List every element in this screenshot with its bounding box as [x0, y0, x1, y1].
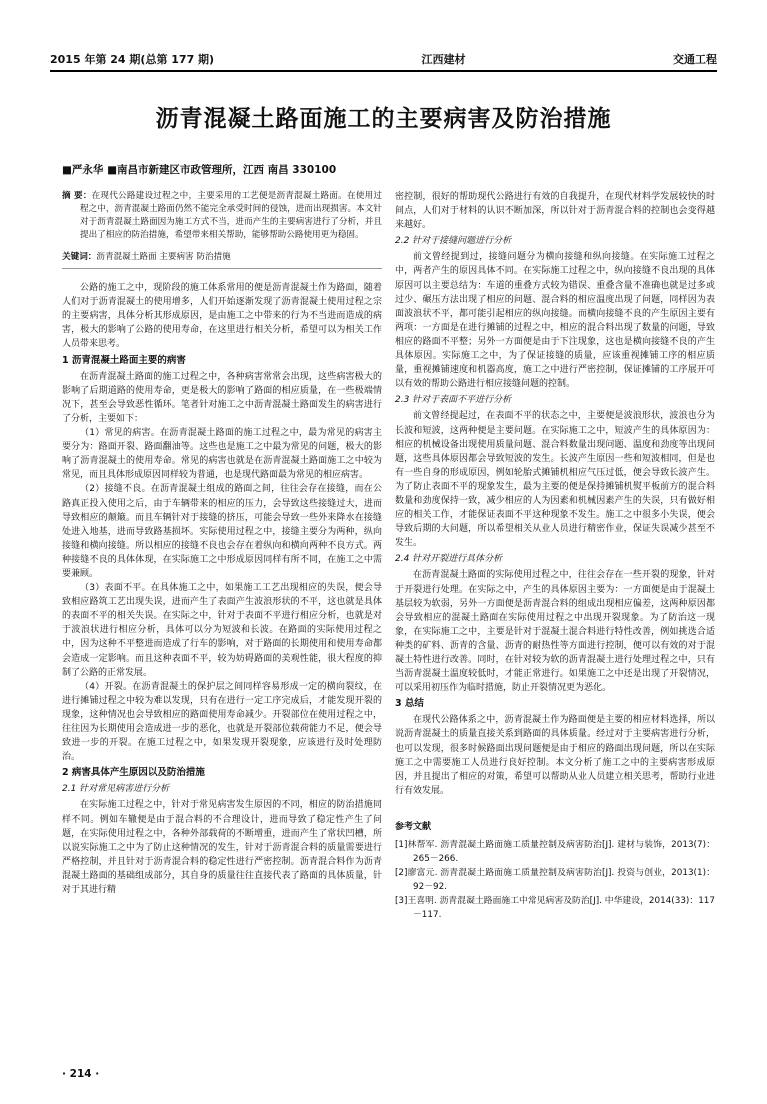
body-columns — [62, 190, 715, 1050]
left-column — [62, 190, 382, 1050]
references-heading: 参考文献 — [395, 821, 432, 832]
paragraph: 在实际施工过程之中，针对于常见病害发生原因的不同，相应的防治措施同样不同。例如车辙便是由于混合料的不合理设计，进而导致了稳定性产生了问题，在实际使用过程之中，各种外部载荷的不断增重，进而产生了常状凹槽，所以说实际施工之中为了防止这种情况的发生，针对于沥青混合料的质量需要进行严格控制，并且针对于沥青混合料的稳定性进行严密控制。沥青混合料作为沥青混凝土路面的基础组成部分，其自身的质量往往直接代表了路面的具体质量，针对于其进行精 — [62, 800, 382, 896]
paragraph: 密控制，很好的帮助现代公路进行有效的自我提升，在现代材料学发展较快的时间点，人们对于材料的认识不断加深，所以针对于沥青混合料的控制也会变得越来越好。 — [395, 192, 715, 231]
paragraph: 前文曾经提到过，接缝问题分为横向接缝和纵向接缝。在实际施工过程之中，两者产生的原因具体不同。在实际施工过程之中，纵向接缝不良出现的具体原因可以主要总结为：车道的重叠方式较为错误、重叠含量不准确也就是过多或过少、碾压方法出现了相应的问题、混合料的相应温度出现了问题，同样因为表面波浪状不平，都可能引起相应的纵向接缝。而横向接缝不良的产生原因主要有两项：一方面是在进行摊铺的过程之中，相应的混合料出现了数量的问题，导致相应的路面不平整；另外一方面便是由于下注现象，这也是横向接缝不良的产生具体原因。实际施工之中，为了保证接缝的质量，应该重视摊铺工序的相应质量，重视摊铺速度和机器高度，施工之中进行严密控制，保证摊铺的工序展开可以有效的帮助公路进行相应接缝问题的控制。 — [395, 252, 715, 390]
paragraph: 前文曾经提起过，在表面不平的状态之中，主要便是波浪形状，波浪也分为长波和短波，这两种便是主要问题。在实际施工之中，短波产生的具体原因为：相应的机械设备出现使用质量问题、混合料数量出现问题、温度和劲度等出现问题，这些具体原因都会导致短波的发生。长波产生原因一些和短波相同，但是也有一些自身的形成原因，例如轮胎式摊铺机相应气压过低，便会导致长波产生。为了防止表面不平的现象发生，最为主要的便是保持摊铺机熨平板前方的混合料数量和劲度保持一致，减少相应的人为因素和机械因素产生的失误，只有做好相应的相关工作，才能保证表面不平这种现象不发生。施工之中很多小失误，便会导致后期的大问题，所以希望相关从业人员进行精密作业，保证失误减少甚至不发生。 — [395, 411, 715, 549]
section-heading: 3 总结 — [395, 698, 424, 710]
subsection-heading: 2.3 针对于表面不平进行分析 — [395, 395, 512, 406]
subsection-heading: 2.2 针对于接缝问题进行分析 — [395, 236, 512, 247]
section-name: 交通工程 — [673, 53, 717, 66]
subsection-heading: 2.1 针对常见病害进行分析 — [62, 784, 170, 795]
keywords — [62, 250, 382, 269]
paragraph: 公路的施工之中，现阶段的施工体系常用的便是沥青混凝土作为路面，随着人们对于沥青混凝土的使用增多，人们开始逐渐发现了沥青混凝土使用过程之宗的主要病害，具体分析其形成原因，是由施工之中带来的行为不当进而造成的病害，极大的影响了公路的使用寿命，在这里进行相关分析，希望可以为相关工作人员带来思考。 — [62, 283, 382, 350]
reference-item: [1]林帮军. 沥青混凝土路面施工质量控制及病害防治[J]. 建材与装饰，2013(7)：265－266. — [395, 840, 715, 865]
author-line: ■严永华 ■南昌市新建区市政管理所，江西 南昌 330100 — [62, 164, 337, 176]
keywords-text: 沥青混凝土路面 主要病害 防治措施 — [96, 252, 231, 262]
paragraph: 在沥青混凝土路面的施工过程之中，各种病害常常会出现，这些病害极大的影响了后期道路的使用寿命，更是极大的影响了路面的相应质量，在一些极端情况下，甚至会导致恶性循环。笔者针对施工之中沥青混凝土路面发生的病害进行了分析，主要如下： — [62, 371, 382, 424]
journal-name: 江西建材 — [421, 53, 466, 66]
reference-item: [2]廖富元. 沥青混凝土路面施工质量控制及病害防治[J]. 投资与创业，2013(1)：92－92. — [395, 868, 715, 893]
issue-info: 2015 年第 24 期(总第 177 期) — [50, 53, 215, 66]
paragraph: （1）常见的病害。在沥青混凝土路面的施工过程之中，最为常见的病害主要分为：路面开裂、路面翻油等。这些也是施工之中最为常见的问题，极大的影响了沥青混凝土的使用寿命。常见的病害也就是在沥青混凝土路面施工之中较为常见，而且具体形成原因同样较为普通，也是现代路面最为常见的相应病害。 — [62, 428, 382, 481]
abstract — [62, 190, 382, 242]
section-heading: 1 沥青混凝土路面主要的病害 — [62, 354, 186, 366]
paragraph: 在现代公路体系之中，沥青混凝土作为路面便是主要的相应材料选择，所以说沥青混凝土的质量直接关系到路面的具体质量。经过对于主要病害进行分析，也可以发现，很多时候路面出现问题便是由于相应的路面出现问题，所以在实际施工之中需要施工人员进行良好控制。本文分析了施工之中的主要病害形成原因，并且提出了相应的对策，希望可以帮助从业人员建立相关思考，帮助行业进行有效发展。 — [395, 715, 715, 796]
paragraph: 在沥青混凝土路面的实际使用过程之中，往往会存在一些开裂的现象，针对于开裂进行处理。在实际之中，产生的具体原因主要为：一方面便是由于混凝土基层较为软弱，另外一方面便是沥青混合料的组成出现相应偏差，这两种原因都会导致相应的混凝土路面在实际使用过程之中出现开裂现象。为了防治这一现象，在实际施工之中，主要是针对于混凝土混合料进行特性改善，例如挑选合适种类的矿料、沥青的含量、沥青的耐热性等方面进行控制，便可以有效的对于混凝土特性进行改善。同时，在针对较为软的沥青混凝土进行处理过程之中，只有当沥青混凝土温度较低时，才能正常进行。如果施工之中还是出现了开裂情况，可以采用初压作为临时措施，防止开裂情况更为恶化。 — [395, 570, 715, 694]
article-title: 沥青混凝土路面施工的主要病害及防治措施 — [155, 106, 612, 132]
section-heading: 2 病害具体产生原因以及防治措施 — [62, 767, 205, 779]
page-number: · 214 · — [62, 1068, 100, 1080]
paragraph: （2）接缝不良。在沥青混凝土组成的路面之间，往往会存在接缝，而在公路真正投入使用之后，由于车辆带来的相应的压力，会导致这些接缝过大，进而导致相应的颠簸。而且车辆针对于接缝的挤压，可能会导致一些外来降水在接缝处进入地基，进而导致路基损坏。实际使用过程之中，接缝主要分为两种，纵向接缝和横向接缝。所以相应的接缝不良也会存在着纵向和横向两种不良方式。两种接缝不良的具体体现，在实际施工之中形成原因同样有所不同，在施工之中需要兼顾。 — [62, 484, 382, 579]
running-header — [50, 48, 717, 72]
right-column — [395, 190, 715, 1050]
subsection-heading: 2.4 针对开裂进行具体分析 — [395, 554, 503, 565]
paragraph: （4）开裂。在沥青混凝土的保护层之间同样容易形成一定的横向裂纹，在进行摊铺过程之中较为难以发现，只有在进行一定工序完成后，才能发现开裂的现象，这种情况也会导致相应的路面使用寿命减少。开裂部位在使用过程之中，往往因为长期使用会造成进一步的恶化，也就是开裂部位载荷能力不足，便会导致进一步的开裂。在施工过程之中，如果发现开裂现象，应该进行及时处理防治。 — [62, 681, 382, 763]
abstract-label: 摘 要： — [62, 191, 92, 201]
abstract-text: 在现代公路建设过程之中，主要采用的工艺便是沥青混凝土路面。在使用过程之中，沥青混凝土路面仍然不能完全承受时间的侵蚀，进而出现损害。本文针对于沥青混凝土路面因为施工方式不当，进而产生的主要病害进行了分析，并且提出了相应的防治措施，希望带来相关帮助，能够帮助公路使用更为稳固。 — [80, 191, 382, 240]
paragraph: （3）表面不平。在具体施工之中，如果施工工艺出现相应的失误，便会导致相应路筑工艺出现失误，进而产生了表面产生波浪形状的不平，这也就是具体的表面不平的相关失误。在实际之中，针对于表面不平进行相应分析，也就是对于波浪状进行相应分析，具体可以分为短波和长波。在路面的实际使用过程之中，因为这种不平整进而造成了行车的影响，对于路面的长期使用和使用寿命都会造成一定影响。而且这种表面不平，较为妨碍路面的美观性能，很大程度的抑制了公路的正常发展。 — [62, 583, 382, 678]
reference-item: [3]王喜明. 沥青混凝土路面施工中常见病害及防治[J]. 中华建设，2014(33)：117－117. — [395, 896, 715, 921]
keywords-label: 关键词： — [62, 252, 97, 262]
